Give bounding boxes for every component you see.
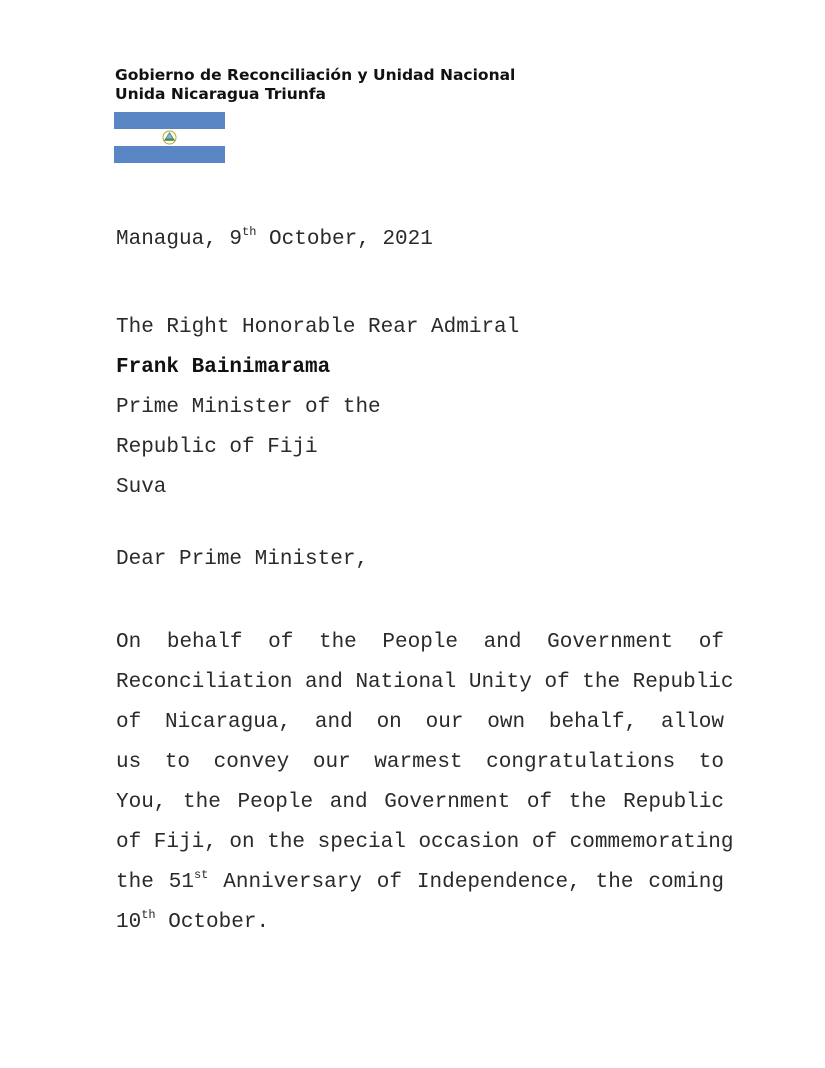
letterhead-slogan: Unida Nicaragua Triunfa <box>115 85 327 103</box>
recipient-name: Frank Bainimarama <box>116 356 331 379</box>
nicaragua-flag <box>114 112 225 163</box>
anniversary-ordinal-suffix: st <box>193 868 209 882</box>
recipient-city: Suva <box>116 476 167 499</box>
date-ordinal-suffix: th <box>242 225 257 239</box>
body-line: of Fiji, on the special occasion of commemorating <box>116 831 734 854</box>
salutation: Dear Prime Minister, <box>116 548 369 571</box>
letterhead <box>115 66 515 104</box>
recipient-honorific: The Right Honorable Rear Admiral <box>116 316 520 339</box>
body-line: Reconciliation and National Unity of the Republic <box>116 671 734 694</box>
body-line: On behalf of the People and Government of <box>116 631 724 654</box>
body-line: 10th October. <box>116 908 270 934</box>
body-line: You, the People and Government of the Republic <box>116 791 724 814</box>
letterhead-government-name: Gobierno de Reconciliación y Unidad Nacional <box>115 66 516 84</box>
letter-date: Managua, 9th October, 2021 <box>116 225 433 251</box>
letter-body-paragraph <box>116 629 734 949</box>
recipient-address-block <box>116 308 519 508</box>
day-ordinal-suffix: th <box>141 908 156 922</box>
recipient-country: Republic of Fiji <box>116 436 318 459</box>
body-line: us to convey our warmest congratulations to <box>116 751 724 774</box>
recipient-title: Prime Minister of the <box>116 396 381 419</box>
body-line: of Nicaragua, and on our own behalf, allow <box>116 711 724 734</box>
body-line: the 51st Anniversary of Independence, the coming <box>116 868 724 894</box>
